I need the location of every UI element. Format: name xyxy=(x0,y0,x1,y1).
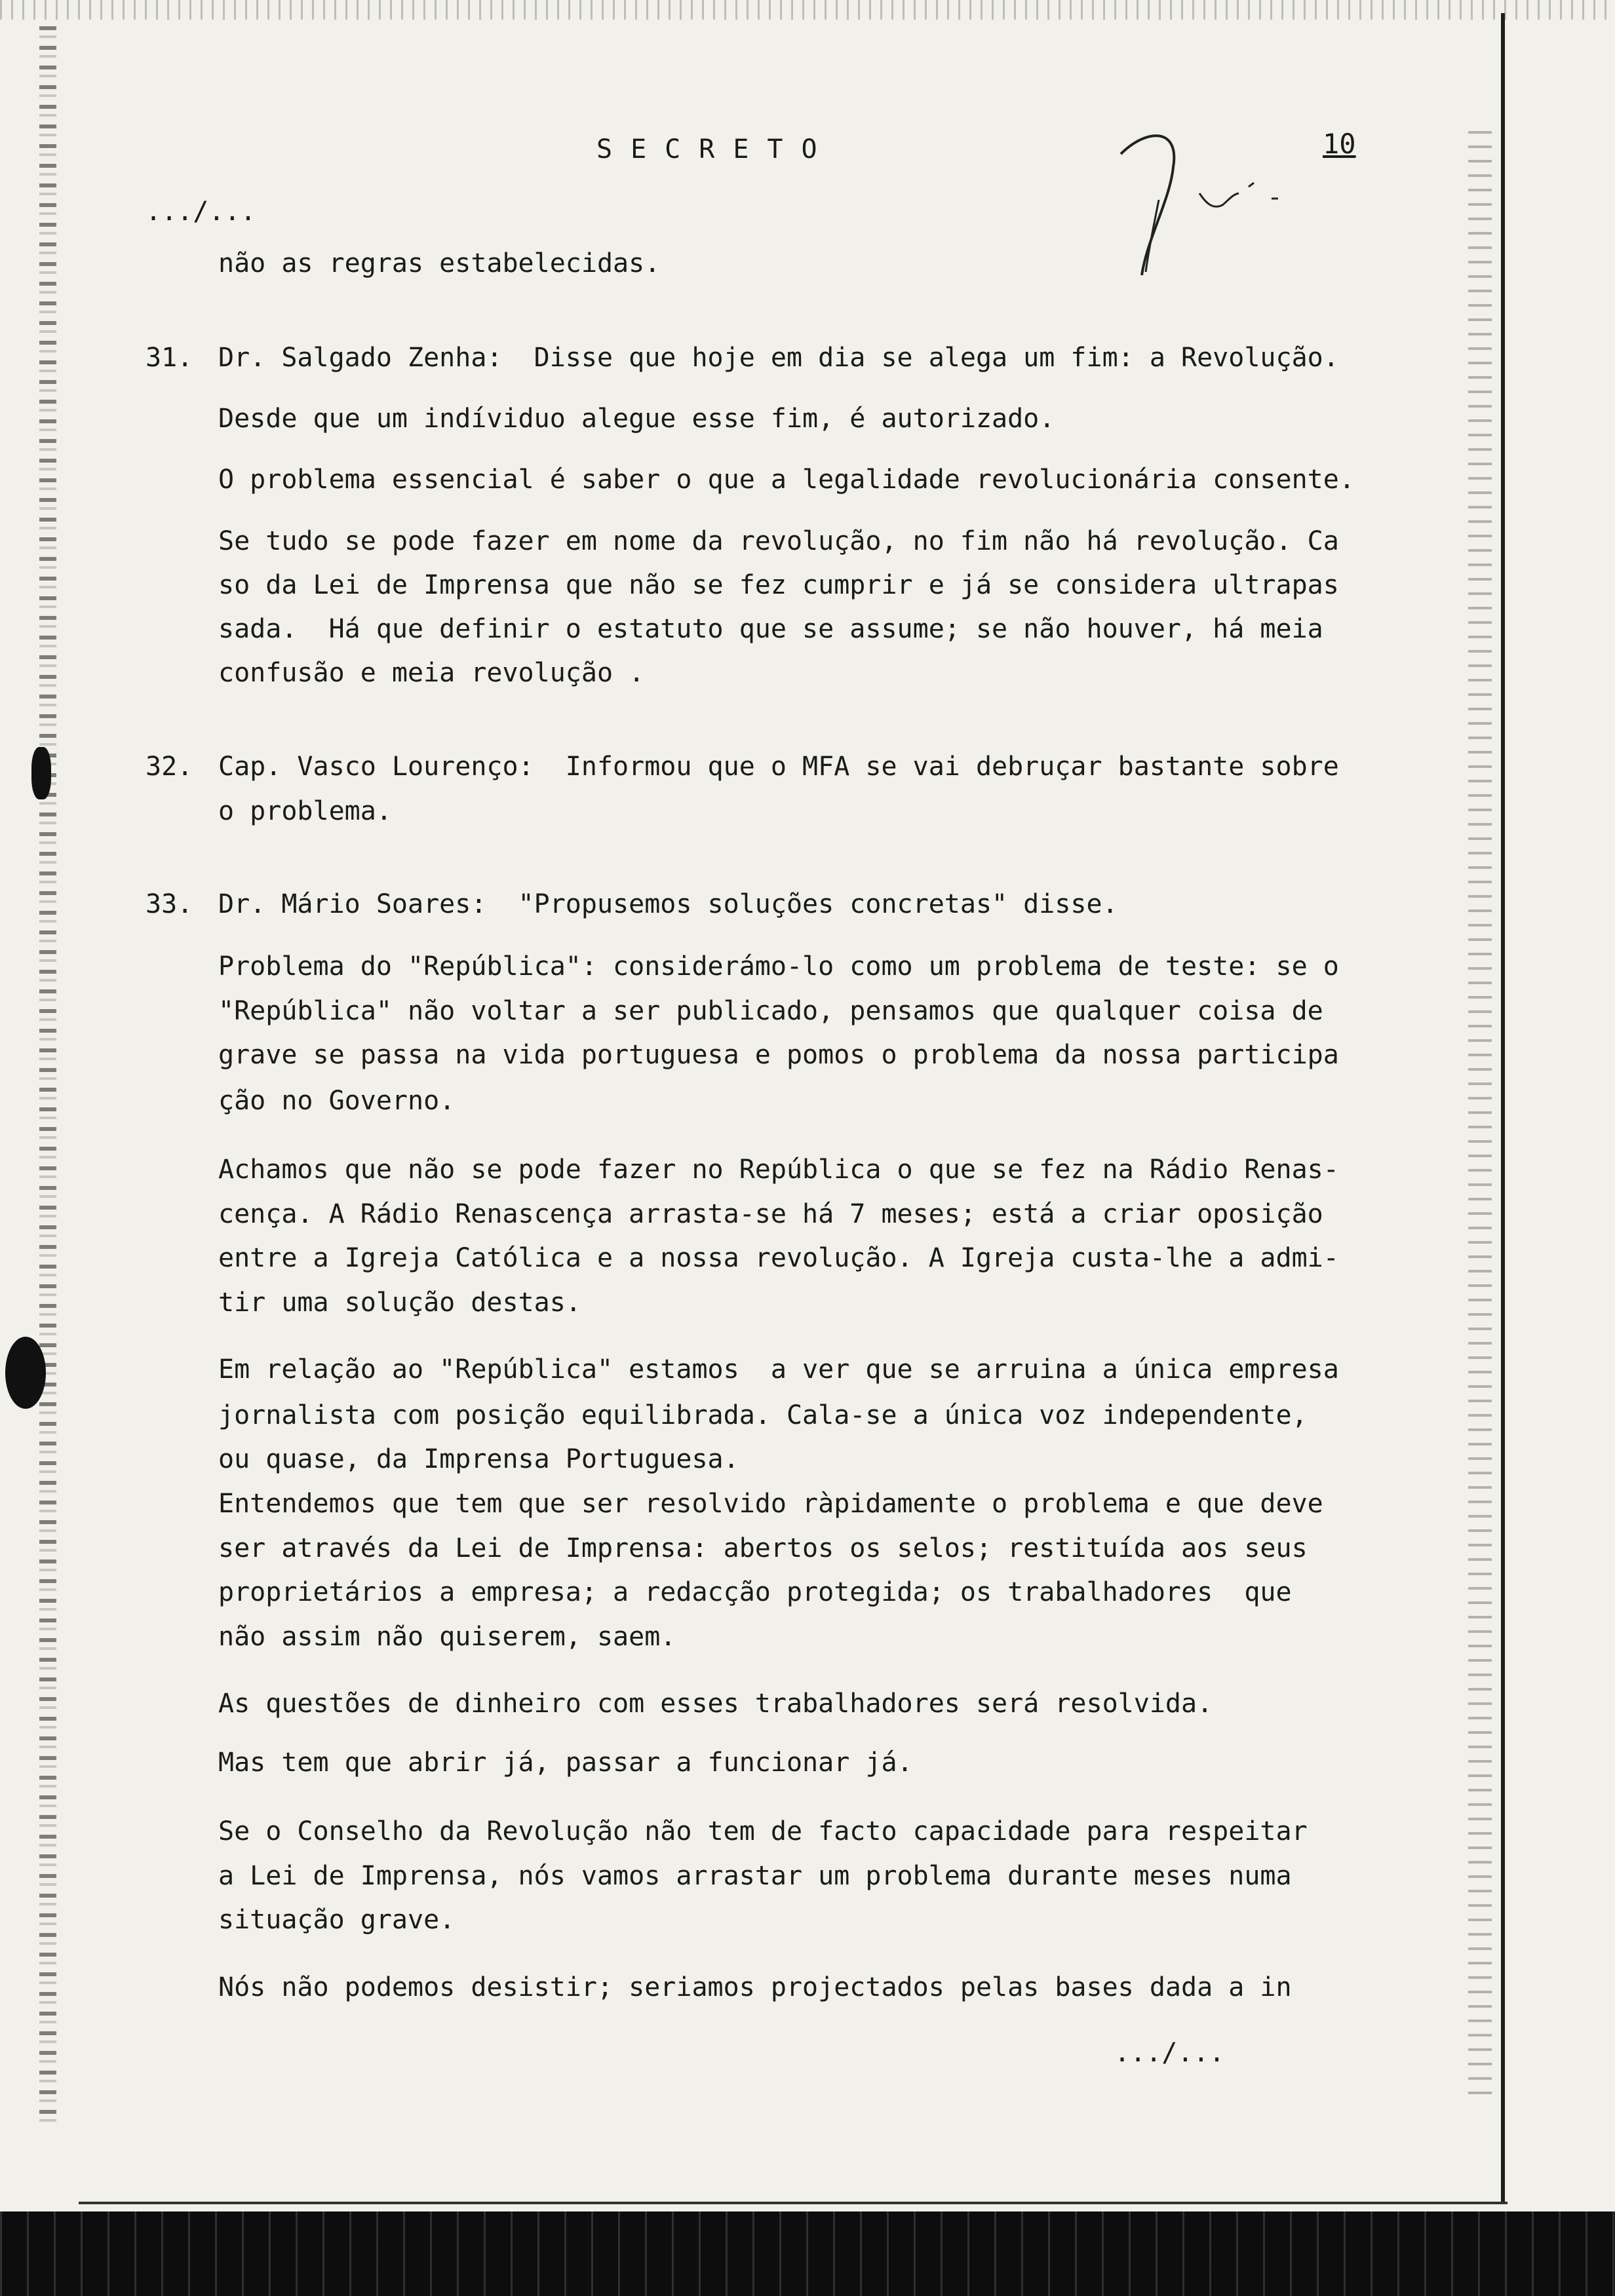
body-line: a Lei de Imprensa, nós vamos arrastar um problema durante meses numa xyxy=(218,1861,1292,1891)
body-line: so da Lei de Imprensa que não se fez cumprir e já se considera ultrapas xyxy=(218,570,1339,600)
scan-noise-top xyxy=(0,0,1615,20)
body-line: Dr. Salgado Zenha: Disse que hoje em dia se alega um fim: a Revolução. xyxy=(218,343,1339,373)
body-line: ser através da Lei de Imprensa: abertos os selos; restituída aos seus xyxy=(218,1533,1308,1563)
body-line: Se tudo se pode fazer em nome da revolução, no fim não há revolução. Ca xyxy=(218,526,1339,556)
page-number: 10 xyxy=(1323,128,1356,160)
body-line: proprietários a empresa; a redacção protegida; os trabalhadores que xyxy=(218,1577,1292,1607)
body-line: Desde que um indíviduo alegue esse fim, é autorizado. xyxy=(218,404,1055,434)
body-line: O problema essencial é saber o que a legalidade revolucionária consente. xyxy=(218,465,1355,495)
scan-noise-bottom xyxy=(0,2211,1615,2296)
body-line: confusão e meia revolução . xyxy=(218,658,645,688)
body-line: Achamos que não se pode fazer no República o que se fez na Rádio Renas- xyxy=(218,1155,1339,1185)
body-line: sada. Há que definir o estatuto que se assume; se não houver, há meia xyxy=(218,614,1323,644)
binder-hole-mark xyxy=(5,1337,46,1409)
continuation-marker-top: .../... xyxy=(146,197,256,227)
body-line: Nós não podemos desistir; seriamos projectados pelas bases dada a in xyxy=(218,1972,1292,2002)
item-number: 32. xyxy=(146,752,193,782)
body-line: Entendemos que tem que ser resolvido ràpidamente o problema e que deve xyxy=(218,1489,1323,1519)
body-line: entre a Igreja Católica e a nossa revolução. A Igreja custa-lhe a admi- xyxy=(218,1243,1339,1273)
body-line: Problema do "República": considerámo-lo como um problema de teste: se o xyxy=(218,951,1339,982)
page-edge-bottom xyxy=(79,2202,1508,2204)
item-number: 33. xyxy=(146,889,193,919)
body-line: Em relação ao "República" estamos a ver que se arruina a única empresa xyxy=(218,1354,1339,1385)
item-number: 31. xyxy=(146,343,193,373)
body-line: situação grave. xyxy=(218,1905,456,1935)
body-line: o problema. xyxy=(218,796,392,826)
page-edge-right xyxy=(1501,13,1505,2202)
body-line: não assim não quiserem, saem. xyxy=(218,1622,676,1652)
classification-heading: SECRETO xyxy=(596,134,836,164)
body-line: grave se passa na vida portuguesa e pomos o problema da nossa participa xyxy=(218,1040,1339,1070)
handwritten-initials xyxy=(1108,121,1291,278)
body-line: não as regras estabelecidas. xyxy=(218,248,661,278)
body-line: Cap. Vasco Lourenço: Informou que o MFA se vai debruçar bastante sobre xyxy=(218,752,1339,782)
body-line: "República" não voltar a ser publicado, pensamos que qualquer coisa de xyxy=(218,996,1323,1026)
scan-edge-left xyxy=(39,26,56,2123)
scan-noise-right xyxy=(1468,131,1492,2097)
binder-hole-mark xyxy=(31,747,51,799)
body-line: ou quase, da Imprensa Portuguesa. xyxy=(218,1444,739,1474)
body-line: Mas tem que abrir já, passar a funcionar já. xyxy=(218,1748,913,1778)
body-line: ção no Governo. xyxy=(218,1086,456,1116)
continuation-marker-bottom: .../... xyxy=(1114,2038,1225,2068)
body-line: jornalista com posição equilibrada. Cala-se a única voz independente, xyxy=(218,1400,1308,1430)
body-line: Dr. Mário Soares: "Propusemos soluções concretas" disse. xyxy=(218,889,1118,919)
body-line: tir uma solução destas. xyxy=(218,1288,581,1318)
body-line: As questões de dinheiro com esses trabalhadores será resolvida. xyxy=(218,1689,1213,1719)
body-line: cença. A Rádio Renascença arrasta-se há 7 meses; está a criar oposição xyxy=(218,1199,1323,1229)
body-line: Se o Conselho da Revolução não tem de facto capacidade para respeitar xyxy=(218,1816,1308,1846)
